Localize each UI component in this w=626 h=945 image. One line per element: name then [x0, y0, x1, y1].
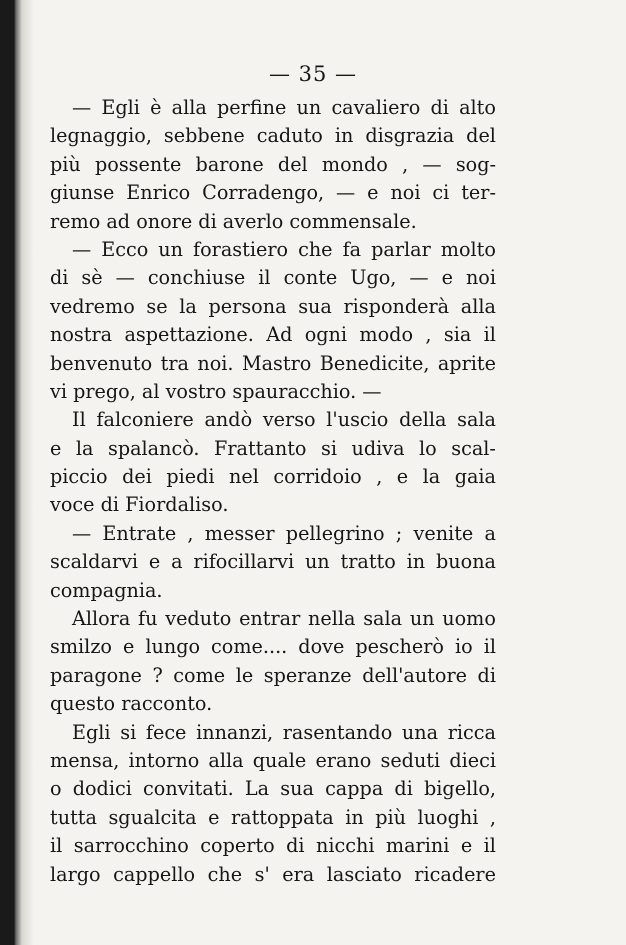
text-line: Il falconiere andò verso l'uscio della sala — [72, 408, 496, 432]
text-line: remo ad onore di averlo commensale. — [50, 209, 417, 233]
text-line: il sarrocchino coperto di nicchi marini e il — [50, 834, 496, 858]
text-line: nostra aspettazione. Ad ogni modo , sia il — [50, 323, 496, 347]
text-line: smilzo e lungo come.... dove pescherò io il — [50, 635, 496, 659]
text-line: scaldarvi e a rifocillarvi un tratto in buona — [50, 550, 496, 574]
text-line: — Ecco un forastiero che fa parlar molto — [72, 237, 496, 261]
text-line: — Egli è alla perfine un cavaliero di alto — [72, 96, 496, 119]
text-line: di sè — conchiuse il conte Ugo, — e noi — [50, 266, 496, 290]
text-line: tutta sgualcita e rattoppata in più luoghi , — [50, 805, 496, 829]
text-line: più possente barone del mondo , — sog- — [50, 152, 496, 176]
text-line: — Entrate , messer pellegrino ; venite a — [72, 521, 496, 545]
text-line: o dodici convitati. La sua cappa di bigello, — [50, 777, 496, 801]
text-line: vedremo se la persona sua risponderà alla — [50, 294, 496, 318]
text-line: Egli si fece innanzi, rasentando una ricca — [72, 720, 496, 744]
body-text — [50, 94, 496, 889]
text-line: mensa, intorno alla quale erano seduti dieci — [50, 748, 496, 772]
text-line: giunse Enrico Corradengo, — e noi ci ter- — [50, 181, 496, 205]
text-line: largo cappello che s' era lasciato ricadere — [50, 862, 496, 886]
text-line: e la spalancò. Frattanto si udiva lo scal- — [50, 436, 496, 460]
text-line: benvenuto tra noi. Mastro Benedicite, aprite — [50, 351, 496, 375]
text-line: Allora fu veduto entrar nella sala un uomo — [72, 607, 496, 631]
text-line: piccio dei piedi nel corridoio , e la gaia — [50, 465, 496, 489]
page-number: — 35 — — [268, 62, 358, 86]
text-line: vi prego, al vostro spauracchio. — — [50, 379, 382, 403]
text-line: voce di Fiordaliso. — [50, 493, 229, 517]
text-line: questo racconto. — [50, 692, 213, 716]
text-line: paragone ? come le speranze dell'autore di — [50, 663, 496, 687]
text-line: compagnia. — [50, 578, 163, 602]
text-line: legnaggio, sebbene caduto in disgrazia del — [50, 124, 496, 148]
